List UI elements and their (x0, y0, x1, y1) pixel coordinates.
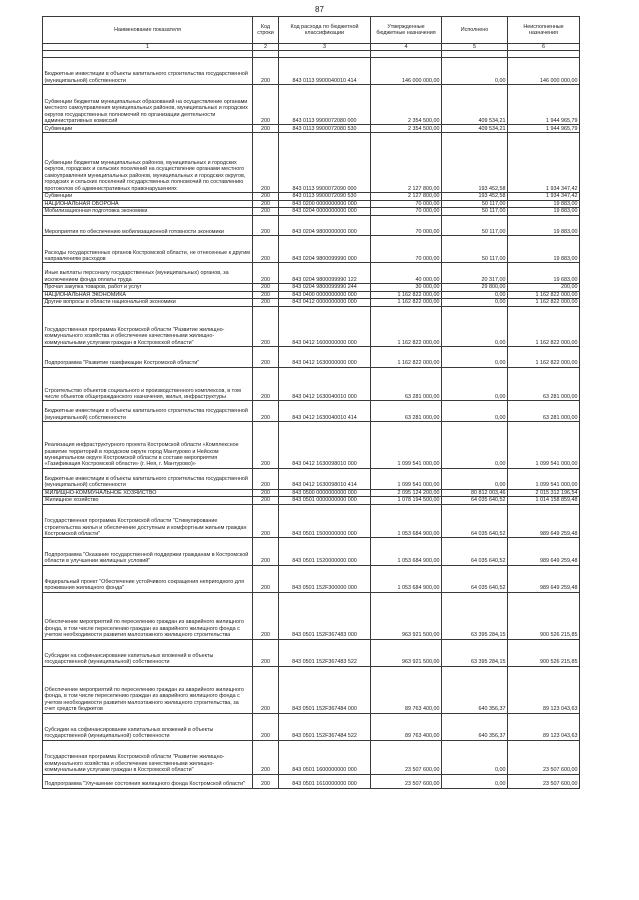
row-unexecuted-cell: 19 883,00 (508, 208, 580, 216)
row-executed-cell: 50 117,00 (442, 236, 508, 263)
row-name-cell: Мероприятия по обеспечению мобилизационной готовности экономики (43, 215, 253, 236)
row-unexecuted-cell: 19 683,00 (508, 263, 580, 284)
row-name-cell: Обеспечение мероприятий по переселению граждан из аварийного жилищного фонда, в том числе переселению граждан из аварийного жилищного фонда с учетом необходимости развития малоэтажного жилищного строительства, за счет средств бюджетов (43, 666, 253, 713)
row-name-cell: Строительство объектов социального и производственного комплексов, в том числе объектов общегражданского назначения, жилья, инфраструктуры (43, 367, 253, 401)
row-code-cell: 200 (253, 85, 279, 125)
row-unexecuted-cell: 146 000 000,00 (508, 58, 580, 85)
row-name-cell: Подпрограмма "Оказание государственной поддержки гражданам в Костромской области в улучшении жилищных условий" (43, 538, 253, 565)
table-row (43, 565, 580, 592)
row-executed-cell: 193 452,58 (442, 133, 508, 193)
row-executed-cell: 0,00 (442, 58, 508, 85)
row-kbk-cell: 843 0501 1520000000 000 (279, 538, 371, 565)
row-name-cell: Подпрограмма "Улучшение состояния жилищного фонда Костромской области" (43, 774, 253, 788)
row-unexecuted-cell: 989 649 259,48 (508, 504, 580, 538)
row-approved-cell: 63 281 000,00 (371, 401, 442, 422)
row-executed-cell: 0,00 (442, 422, 508, 469)
row-code-cell: 200 (253, 347, 279, 368)
row-approved-cell: 2 127 800,00 (371, 192, 442, 200)
row-approved-cell: 70 000,00 (371, 215, 442, 236)
row-kbk-cell: 843 0501 152F367484 000 (279, 666, 371, 713)
row-approved-cell: 89 763 400,00 (371, 666, 442, 713)
row-approved-cell: 30 000,00 (371, 284, 442, 292)
row-unexecuted-cell: 2 015 312 196,54 (508, 489, 580, 497)
row-kbk-cell: 843 0204 9800099990 000 (279, 236, 371, 263)
table-row (43, 713, 580, 740)
row-executed-cell: 80 812 003,46 (442, 489, 508, 497)
header-code: Код строки (253, 17, 279, 44)
row-code-cell: 200 (253, 192, 279, 200)
row-executed-cell: 640 356,37 (442, 666, 508, 713)
row-kbk-cell: 843 0412 1630098010 414 (279, 468, 371, 489)
row-approved-cell: 1 162 822 000,00 (371, 347, 442, 368)
row-code-cell: 200 (253, 468, 279, 489)
row-code-cell: 200 (253, 565, 279, 592)
row-kbk-cell: 843 0501 152F367483 000 (279, 592, 371, 639)
row-unexecuted-cell: 1 934 347,42 (508, 133, 580, 193)
row-unexecuted-cell: 1 162 822 000,00 (508, 347, 580, 368)
row-code-cell: 200 (253, 263, 279, 284)
row-approved-cell: 146 000 000,00 (371, 58, 442, 85)
row-approved-cell: 1 099 541 000,00 (371, 468, 442, 489)
row-executed-cell: 63 395 284,15 (442, 592, 508, 639)
row-unexecuted-cell: 23 507 600,00 (508, 740, 580, 774)
row-unexecuted-cell: 1 934 347,42 (508, 192, 580, 200)
row-unexecuted-cell: 900 526 215,85 (508, 639, 580, 666)
table-row (43, 192, 580, 200)
row-approved-cell: 23 507 600,00 (371, 740, 442, 774)
row-name-cell: Прочая закупка товаров, работ и услуг (43, 284, 253, 292)
row-code-cell: 200 (253, 133, 279, 193)
row-approved-cell: 2 354 500,00 (371, 125, 442, 133)
row-unexecuted-cell: 1 162 822 000,00 (508, 299, 580, 307)
row-approved-cell: 963 921 500,00 (371, 592, 442, 639)
row-approved-cell: 1 099 541 000,00 (371, 422, 442, 469)
row-approved-cell: 63 281 000,00 (371, 367, 442, 401)
row-code-cell: 200 (253, 489, 279, 497)
row-unexecuted-cell: 1 099 541 000,00 (508, 422, 580, 469)
row-unexecuted-cell: 1 099 541 000,00 (508, 468, 580, 489)
row-code-cell: 200 (253, 401, 279, 422)
table-row (43, 85, 580, 125)
row-kbk-cell: 843 0204 0000000000 000 (279, 208, 371, 216)
row-unexecuted-cell: 89 123 043,63 (508, 713, 580, 740)
row-executed-cell: 409 534,21 (442, 85, 508, 125)
row-executed-cell: 0,00 (442, 740, 508, 774)
header-unexecuted: Неисполненные назначения (508, 17, 580, 44)
row-kbk-cell: 843 0113 9900040010 414 (279, 58, 371, 85)
row-name-cell: Субвенции (43, 192, 253, 200)
row-executed-cell: 0,00 (442, 299, 508, 307)
row-kbk-cell: 843 0204 9800000000 000 (279, 215, 371, 236)
row-unexecuted-cell: 200,00 (508, 284, 580, 292)
row-name-cell: Государственная программа Костромской области "Развитие жилищно-коммунального хозяйства и обеспечение качественными жилищно-коммунальными услугами граждан в Костромской области" (43, 306, 253, 346)
empty-row (43, 51, 580, 58)
row-unexecuted-cell: 89 123 043,63 (508, 666, 580, 713)
row-executed-cell: 64 035 640,52 (442, 504, 508, 538)
row-name-cell: Реализация инфраструктурного проекта Костромской области «Комплексное развитие территорий в городском округе город Мантурово и Нейском муниципальном округе Костромской области в составе мероприятия «Газификация Костромской области» (г. Нея, г. Мантурово)» (43, 422, 253, 469)
row-unexecuted-cell: 63 281 000,00 (508, 401, 580, 422)
row-code-cell: 200 (253, 504, 279, 538)
row-code-cell: 200 (253, 422, 279, 469)
row-name-cell: Другие вопросы в области национальной экономики (43, 299, 253, 307)
row-executed-cell: 20 317,00 (442, 263, 508, 284)
row-approved-cell: 40 000,00 (371, 263, 442, 284)
row-unexecuted-cell: 1 162 822 000,00 (508, 291, 580, 299)
row-name-cell: Субвенции бюджетам муниципальных образований на осуществление органами местного самоуправления муниципальных районов, муниципальных и городских округов государственных полномочий по организации деятельности административных комиссий (43, 85, 253, 125)
table-row (43, 497, 580, 505)
table-header-row (43, 17, 580, 44)
row-code-cell: 200 (253, 713, 279, 740)
row-kbk-cell: 843 0200 0000000000 000 (279, 200, 371, 208)
row-name-cell: Иные выплаты персоналу государственных (муниципальных) органов, за исключением фонда оплаты труда (43, 263, 253, 284)
row-name-cell: Государственная программа Костромской области "Развитие жилищно-коммунального хозяйства и обеспечение качественными жилищно-коммунальными услугами граждан в Костромской области" (43, 740, 253, 774)
row-executed-cell: 0,00 (442, 306, 508, 346)
row-executed-cell: 0,00 (442, 401, 508, 422)
table-row (43, 133, 580, 193)
empty-cell (253, 51, 279, 58)
row-code-cell: 200 (253, 215, 279, 236)
row-unexecuted-cell: 19 883,00 (508, 215, 580, 236)
row-name-cell: Расходы государственных органов Костромской области, не отнесенные к другим направлениям расходов (43, 236, 253, 263)
row-executed-cell: 0,00 (442, 367, 508, 401)
row-unexecuted-cell: 1 944 965,79 (508, 125, 580, 133)
table-row (43, 740, 580, 774)
row-kbk-cell: 843 0113 9900072080 000 (279, 85, 371, 125)
table-row (43, 774, 580, 788)
row-kbk-cell: 843 0400 0000000000 000 (279, 291, 371, 299)
row-kbk-cell: 843 0500 0000000000 000 (279, 489, 371, 497)
row-executed-cell: 409 534,21 (442, 125, 508, 133)
row-name-cell: Государственная программа Костромской области "Стимулирование строительства жилья и обеспечение доступным и комфортным жильем граждан Костромской области" (43, 504, 253, 538)
row-unexecuted-cell: 1 162 822 000,00 (508, 306, 580, 346)
row-code-cell: 200 (253, 125, 279, 133)
table-row (43, 58, 580, 85)
row-code-cell: 200 (253, 58, 279, 85)
row-name-cell: Обеспечение мероприятий по переселению граждан из аварийного жилищного фонда, в том числе переселению граждан из аварийного жилищного фонда с учетом необходимости развития малоэтажного жилищного строительства (43, 592, 253, 639)
row-unexecuted-cell: 989 649 259,48 (508, 565, 580, 592)
column-number: 2 (253, 44, 279, 51)
row-unexecuted-cell: 19 883,00 (508, 236, 580, 263)
row-executed-cell: 0,00 (442, 347, 508, 368)
row-unexecuted-cell: 1 944 965,79 (508, 85, 580, 125)
table-row (43, 263, 580, 284)
row-code-cell: 200 (253, 740, 279, 774)
row-kbk-cell: 843 0501 152F367484 522 (279, 713, 371, 740)
row-executed-cell: 64 035 640,52 (442, 565, 508, 592)
row-name-cell: НАЦИОНАЛЬНАЯ ЭКОНОМИКА (43, 291, 253, 299)
row-kbk-cell: 843 0113 9900072090 000 (279, 133, 371, 193)
table-row (43, 666, 580, 713)
row-executed-cell: 64 035 640,52 (442, 497, 508, 505)
row-name-cell: Жилищное хозяйство (43, 497, 253, 505)
row-kbk-cell: 843 0501 152F300000 000 (279, 565, 371, 592)
row-unexecuted-cell: 1 014 158 859,48 (508, 497, 580, 505)
row-approved-cell: 70 000,00 (371, 236, 442, 263)
row-kbk-cell: 843 0412 1630098010 000 (279, 422, 371, 469)
row-approved-cell: 1 078 194 500,00 (371, 497, 442, 505)
row-approved-cell: 70 000,00 (371, 208, 442, 216)
row-executed-cell: 0,00 (442, 774, 508, 788)
row-code-cell: 200 (253, 208, 279, 216)
row-executed-cell: 64 035 640,52 (442, 538, 508, 565)
row-code-cell: 200 (253, 538, 279, 565)
table-row (43, 291, 580, 299)
row-approved-cell: 89 763 400,00 (371, 713, 442, 740)
row-code-cell: 200 (253, 284, 279, 292)
table-row (43, 299, 580, 307)
table-row (43, 538, 580, 565)
row-code-cell: 200 (253, 592, 279, 639)
row-code-cell: 200 (253, 666, 279, 713)
table-row (43, 208, 580, 216)
column-number: 5 (442, 44, 508, 51)
column-number: 3 (279, 44, 371, 51)
row-executed-cell: 0,00 (442, 468, 508, 489)
column-numbers-row (43, 44, 580, 51)
row-code-cell: 200 (253, 639, 279, 666)
header-executed: Исполнено (442, 17, 508, 44)
row-unexecuted-cell: 989 649 259,48 (508, 538, 580, 565)
row-executed-cell: 50 117,00 (442, 200, 508, 208)
row-name-cell: ЖИЛИЩНО-КОММУНАЛЬНОЕ ХОЗЯЙСТВО (43, 489, 253, 497)
row-name-cell: Мобилизационная подготовка экономики (43, 208, 253, 216)
table-row (43, 468, 580, 489)
row-name-cell: Субсидии на софинансирование капитальных вложений в объекты государственной (муниципальной) собственности (43, 713, 253, 740)
row-kbk-cell: 843 0412 1600000000 000 (279, 306, 371, 346)
row-executed-cell: 193 452,58 (442, 192, 508, 200)
column-number: 1 (43, 44, 253, 51)
row-kbk-cell: 843 0501 1500000000 000 (279, 504, 371, 538)
row-name-cell: Субвенции (43, 125, 253, 133)
row-approved-cell: 1 162 822 000,00 (371, 299, 442, 307)
row-kbk-cell: 843 0501 0000000000 000 (279, 497, 371, 505)
empty-cell (371, 51, 442, 58)
row-code-cell: 200 (253, 306, 279, 346)
row-kbk-cell: 843 0113 9900072080 530 (279, 125, 371, 133)
row-name-cell: Бюджетные инвестиции в объекты капитального строительства государственной (муниципальной) собственности (43, 58, 253, 85)
table-row (43, 504, 580, 538)
header-kbk: Код расхода по бюджетной классификации (279, 17, 371, 44)
row-name-cell: Бюджетные инвестиции в объекты капитального строительства государственной (муниципальной) собственности (43, 468, 253, 489)
row-executed-cell: 29 800,00 (442, 284, 508, 292)
row-unexecuted-cell: 63 281 000,00 (508, 367, 580, 401)
row-code-cell: 200 (253, 367, 279, 401)
row-executed-cell: 50 117,00 (442, 215, 508, 236)
row-code-cell: 200 (253, 497, 279, 505)
row-executed-cell: 640 356,37 (442, 713, 508, 740)
table-row (43, 215, 580, 236)
row-name-cell: Федеральный проект "Обеспечение устойчивого сокращения непригодного для проживания жилищного фонда" (43, 565, 253, 592)
row-approved-cell: 1 053 684 900,00 (371, 565, 442, 592)
row-kbk-cell: 843 0412 1630040010 414 (279, 401, 371, 422)
row-kbk-cell: 843 0113 9900072090 530 (279, 192, 371, 200)
row-name-cell: Субсидии на софинансирование капитальных вложений в объекты государственной (муниципальной) собственности (43, 639, 253, 666)
row-code-cell: 200 (253, 200, 279, 208)
table-row (43, 401, 580, 422)
row-kbk-cell: 843 0501 152F367483 522 (279, 639, 371, 666)
table-row (43, 306, 580, 346)
row-code-cell: 200 (253, 774, 279, 788)
row-approved-cell: 1 162 822 000,00 (371, 306, 442, 346)
row-name-cell: Субвенции бюджетам муниципальных районов, муниципальных и городских округов, городских и сельских поселений на осуществление органами местного самоуправления муниципальных районов, муниципальных и городских округов, городских и сельских поселений государственных полномочий по составлению протоколов об административных правонарушениях (43, 133, 253, 193)
row-approved-cell: 1 162 822 000,00 (371, 291, 442, 299)
row-kbk-cell: 843 0501 1610000000 000 (279, 774, 371, 788)
row-approved-cell: 1 053 684 900,00 (371, 538, 442, 565)
empty-cell (279, 51, 371, 58)
column-number: 4 (371, 44, 442, 51)
table-row (43, 200, 580, 208)
header-approved: Утвержденные бюджетные назначения (371, 17, 442, 44)
row-approved-cell: 2 127 800,00 (371, 133, 442, 193)
row-kbk-cell: 843 0501 1600000000 000 (279, 740, 371, 774)
row-approved-cell: 963 921 500,00 (371, 639, 442, 666)
row-approved-cell: 23 507 600,00 (371, 774, 442, 788)
row-approved-cell: 70 000,00 (371, 200, 442, 208)
table-row (43, 347, 580, 368)
table-row (43, 367, 580, 401)
row-unexecuted-cell: 900 526 215,85 (508, 592, 580, 639)
table-row (43, 125, 580, 133)
row-kbk-cell: 843 0412 0000000000 000 (279, 299, 371, 307)
row-name-cell: НАЦИОНАЛЬНАЯ ОБОРОНА (43, 200, 253, 208)
table-row (43, 592, 580, 639)
row-kbk-cell: 843 0204 9800099990 122 (279, 263, 371, 284)
row-approved-cell: 1 053 684 900,00 (371, 504, 442, 538)
row-code-cell: 200 (253, 299, 279, 307)
table-row (43, 284, 580, 292)
row-executed-cell: 0,00 (442, 291, 508, 299)
row-name-cell: Подпрограмма "Развитие газификации Костромской области" (43, 347, 253, 368)
row-executed-cell: 63 395 284,15 (442, 639, 508, 666)
row-code-cell: 200 (253, 236, 279, 263)
table-row (43, 489, 580, 497)
row-code-cell: 200 (253, 291, 279, 299)
table-row (43, 422, 580, 469)
row-unexecuted-cell: 23 507 600,00 (508, 774, 580, 788)
row-unexecuted-cell: 19 883,00 (508, 200, 580, 208)
column-number: 6 (508, 44, 580, 51)
table-row (43, 236, 580, 263)
row-approved-cell: 2 095 124 200,00 (371, 489, 442, 497)
header-name: Наименование показателя (43, 17, 253, 44)
page-number: 87 (315, 5, 324, 14)
empty-cell (442, 51, 508, 58)
empty-cell (43, 51, 253, 58)
row-kbk-cell: 843 0204 9800099990 244 (279, 284, 371, 292)
row-kbk-cell: 843 0412 1630000000 000 (279, 347, 371, 368)
row-name-cell: Бюджетные инвестиции в объекты капитального строительства государственной (муниципальной) собственности (43, 401, 253, 422)
row-approved-cell: 2 354 500,00 (371, 85, 442, 125)
table-row (43, 639, 580, 666)
budget-execution-table (42, 16, 580, 789)
row-kbk-cell: 843 0412 1630040010 000 (279, 367, 371, 401)
row-executed-cell: 50 117,00 (442, 208, 508, 216)
empty-cell (508, 51, 580, 58)
